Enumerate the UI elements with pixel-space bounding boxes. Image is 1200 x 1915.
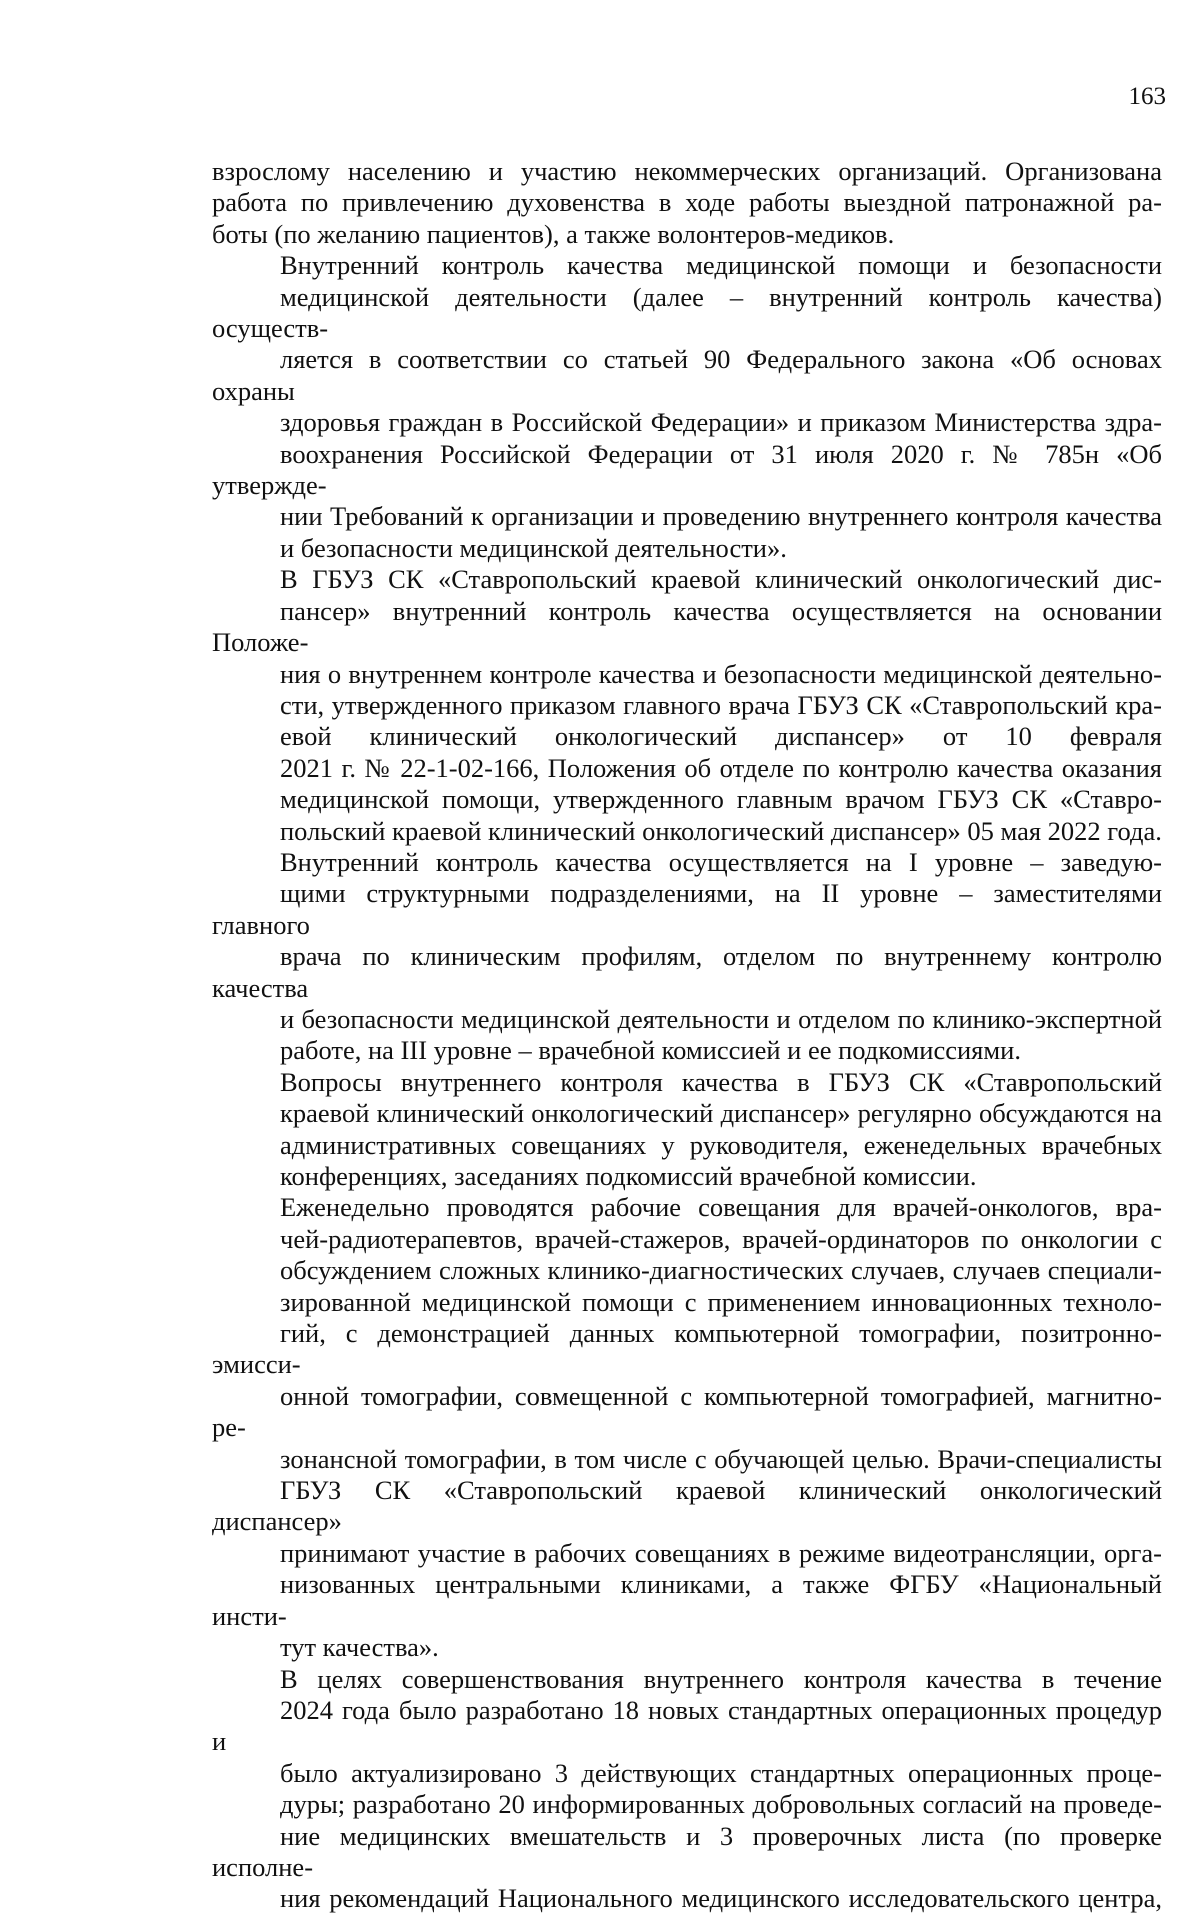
paragraph-7 — [212, 1664, 1162, 1915]
text-line: Еженедельно проводятся рабочие совещания для врачей-онкологов, вра- — [280, 1192, 1162, 1223]
text-line: обсуждением сложных клинико-диагностических случаев, случаев специали- — [280, 1255, 1162, 1286]
text-line: конференциях, заседаниях подкомиссий врачебной комиссии. — [280, 1161, 977, 1191]
paragraph-5 — [212, 1067, 1162, 1193]
text-line: Внутренний контроль качества осуществляется на I уровне – заведую- — [280, 846, 1162, 877]
text-line: зированной медицинской помощи с применением инновационных техноло- — [280, 1286, 1162, 1317]
text-line: работе, на III уровне – врачебной комиссией и ее подкомиссиями. — [280, 1035, 1021, 1066]
text-line: ние медицинских вмешательств и 3 проверочных листа (по проверке исполне- — [212, 1820, 1162, 1882]
text-line: и безопасности медицинской деятельности и отделом по клинико-экспертной — [280, 1003, 1162, 1034]
text-line: дуры; разработано 20 информированных добровольных согласий на проведе- — [280, 1789, 1162, 1820]
text-line: принимают участие в рабочих совещаниях в режиме видеотрансляции, орга- — [280, 1537, 1162, 1568]
text-line: чей-радиотерапевтов, врачей-стажеров, врачей-ординаторов по онкологии с — [280, 1223, 1162, 1254]
text-line: нии Требований к организации и проведению внутреннего контроля качества — [280, 501, 1162, 532]
text-line: и безопасности медицинской деятельности». — [280, 532, 787, 563]
text-line: краевой клинический онкологический диспансер» регулярно обсуждаются на — [280, 1098, 1162, 1129]
text-line: ния рекомендаций Национального медицинского исследовательского центра, — [280, 1883, 1162, 1914]
text-line: Внутренний контроль качества медицинской помощи и безопасности — [280, 250, 1162, 281]
text-line: зонансной томографии, в том числе с обучающей целью. Врачи-специалисты — [280, 1443, 1162, 1474]
text-line: ГБУЗ СК «Ставропольский краевой клинический онкологический диспансер» — [212, 1475, 1162, 1537]
paragraph-6 — [212, 1192, 1162, 1663]
text-line: работа по привлечению духовенства в ходе работы выездной патронажной ра- — [212, 187, 1162, 218]
text-line: пансер» внутренний контроль качества осуществляется на основании Положе- — [212, 595, 1162, 658]
text-line: сти, утвержденного приказом главного врача ГБУЗ СК «Ставропольский кра- — [280, 689, 1162, 720]
text-line: Вопросы внутреннего контроля качества в ГБУЗ СК «Ставропольский — [280, 1066, 1162, 1097]
text-line: медицинской помощи, утвержденного главным врачом ГБУЗ СК «Ставро- — [280, 784, 1162, 815]
text-line: врача по клиническим профилям, отделом по внутреннему контролю качества — [212, 941, 1162, 1003]
text-line: боты (по желанию пациентов), а также волонтеров-медиков. — [212, 218, 895, 249]
text-line: низованных центральными клиниками, а также ФГБУ «Национальный инсти- — [212, 1569, 1162, 1631]
text-line: здоровья граждан в Российской Федерации» и приказом Министерства здра- — [280, 407, 1162, 438]
text-line: щими структурными подразделениями, на II уровне – заместителями главного — [212, 878, 1162, 940]
text-line: В ГБУЗ СК «Ставропольский краевой клинический онкологический дис- — [280, 564, 1162, 595]
text-line: медицинской деятельности (далее – внутренний контроль качества) осуществ- — [212, 281, 1162, 344]
text-line: взрослому населению и участию некоммерческих организаций. Организована — [212, 156, 1162, 186]
paragraph-1 — [212, 156, 1162, 250]
text-line: В целях совершенствования внутреннего контроля качества в течение — [280, 1663, 1162, 1694]
text-line: ляется в соответствии со статьей 90 Федерального закона «Об основах охраны — [212, 344, 1162, 406]
text-line: онной томографии, совмещенной с компьютерной томографией, магнитно-ре- — [212, 1380, 1162, 1443]
text-line: 2024 года было разработано 18 новых стандартных операционных процедур и — [212, 1694, 1162, 1757]
text-line: тут качества». — [280, 1632, 439, 1663]
text-line: было актуализировано 3 действующих стандартных операционных проце- — [280, 1757, 1162, 1788]
page-number: 163 — [1128, 83, 1166, 110]
text-line: евой клинический онкологический диспансер» от 10 февраля — [280, 721, 1162, 752]
text-line: ния о внутреннем контроле качества и безопасности медицинской деятельно- — [280, 658, 1162, 689]
text-line: воохранения Российской Федерации от 31 июля 2020 г. № 785н «Об утвержде- — [212, 438, 1162, 501]
text-line: гий, с демонстрацией данных компьютерной томографии, позитронно-эмисси- — [212, 1318, 1162, 1380]
body-text — [212, 156, 1162, 1915]
text-line: польский краевой клинический онкологический диспансер» 05 мая 2022 года. — [280, 815, 1162, 846]
text-line: административных совещаниях у руководителя, еженедельных врачебных — [280, 1129, 1162, 1160]
text-line: 2021 г. № 22-1-02-166, Положения об отделе по контролю качества оказания — [280, 752, 1162, 783]
paragraph-3 — [212, 564, 1162, 847]
paragraph-4 — [212, 847, 1162, 1067]
paragraph-2 — [212, 250, 1162, 564]
